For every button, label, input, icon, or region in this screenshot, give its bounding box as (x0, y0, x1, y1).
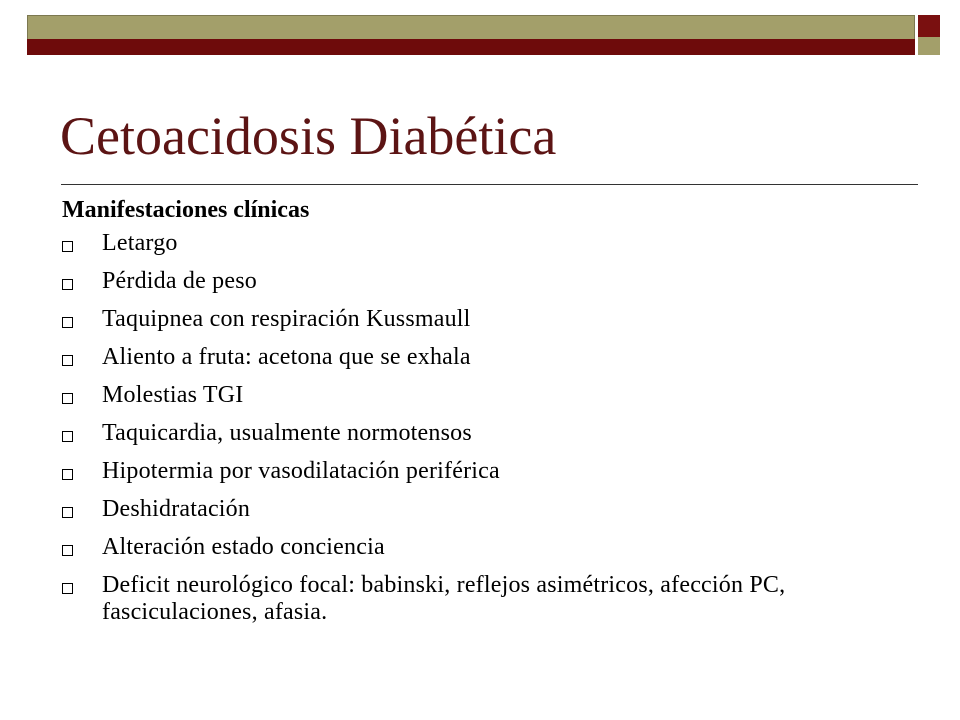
hollow-square-icon (62, 279, 73, 290)
hollow-square-icon (62, 393, 73, 404)
list-item (62, 344, 922, 371)
bullet-text: Aliento a fruta: acetona que se exhala (102, 344, 471, 370)
hollow-square-icon (62, 469, 73, 480)
hollow-square-icon (62, 241, 73, 252)
list-item (62, 572, 922, 626)
list-item (62, 420, 922, 447)
header-band-red (27, 39, 915, 55)
list-item (62, 496, 922, 523)
bullet-text: Molestias TGI (102, 382, 244, 408)
corner-square-olive (918, 37, 940, 55)
list-item (62, 306, 922, 333)
list-item (62, 382, 922, 409)
corner-square-red (918, 15, 940, 37)
list-item (62, 268, 922, 295)
hollow-square-icon (62, 507, 73, 518)
hollow-square-icon (62, 431, 73, 442)
bullet-text: Pérdida de peso (102, 268, 257, 294)
hollow-square-icon (62, 545, 73, 556)
list-item (62, 230, 922, 257)
bullet-text: Deshidratación (102, 496, 251, 522)
hollow-square-icon (62, 583, 73, 594)
bullet-text: Hipotermia por vasodilatación periférica (102, 458, 500, 484)
bullet-text: Deficit neurológico focal: babinski, reflejos asimétricos, afección PC, fasciculaciones, afasia. (102, 572, 786, 625)
slide-title: Cetoacidosis Diabética (60, 106, 557, 166)
section-heading: Manifestaciones clínicas (62, 197, 310, 223)
list-item (62, 458, 922, 485)
bullet-text: Letargo (102, 230, 178, 256)
bullet-text: Taquicardia, usualmente normotensos (102, 420, 472, 446)
bullet-text: Alteración estado conciencia (102, 534, 385, 560)
list-item (62, 534, 922, 561)
bullet-text: Taquipnea con respiración Kussmaull (102, 306, 471, 332)
hollow-square-icon (62, 317, 73, 328)
hollow-square-icon (62, 355, 73, 366)
title-divider (61, 184, 918, 185)
bullet-list (62, 230, 922, 637)
